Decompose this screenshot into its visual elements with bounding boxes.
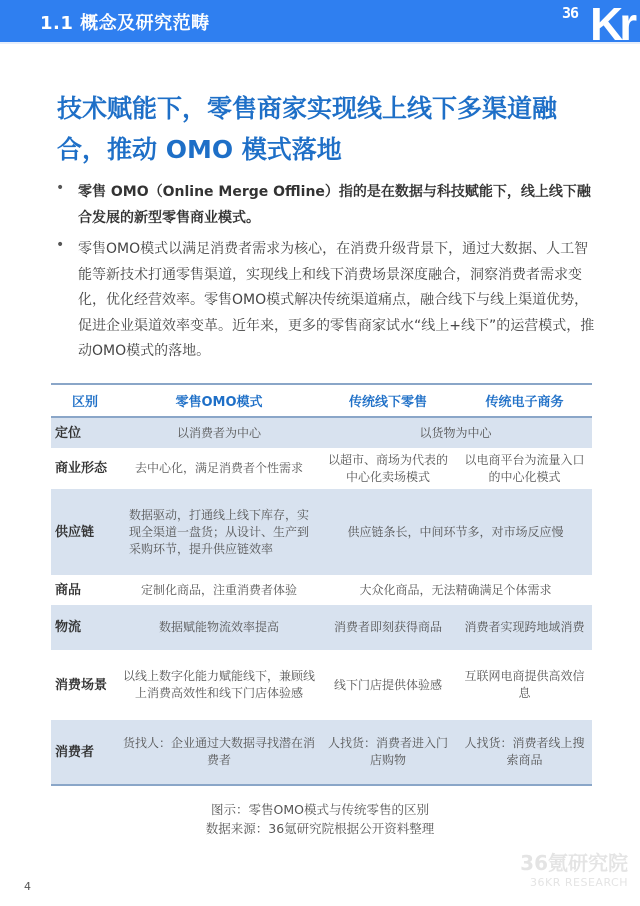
cell-ecommerce: 人找货：消费者线上搜索商品 [457, 720, 592, 785]
header-offline: 传统线下零售 [319, 384, 457, 417]
cell-omo: 货找人：企业通过大数据寻找潜在消费者 [119, 720, 319, 785]
logo-letters: Kr [590, 0, 634, 50]
cell-offline: 消费者即刻获得商品 [319, 605, 457, 650]
header-difference: 区别 [51, 384, 119, 417]
cell-traditional: 供应链条长，中间环节多，对市场反应慢 [319, 489, 592, 575]
watermark-en: 36KR RESEARCH [530, 876, 628, 889]
row-label: 物流 [51, 605, 119, 650]
row-label: 商品 [55, 582, 82, 598]
table-row-logistics [51, 605, 592, 650]
cell-omo: 定制化商品，注重消费者体验 [140, 582, 297, 597]
table-header-row [51, 384, 592, 417]
cell-ecommerce: 消费者实现跨地域消费 [457, 605, 592, 650]
cell-omo: 以消费者为中心 [119, 417, 319, 448]
page-number: 4 [24, 880, 31, 893]
caption-source: 数据来源：36氪研究院根据公开资料整理 [205, 821, 435, 836]
headline-line-2: 合，推动 OMO 模式落地 [57, 135, 342, 164]
cell-ecommerce: 以电商平台为流量入口的中心化模式 [464, 452, 585, 484]
row-label: 定位 [51, 417, 119, 448]
row-label: 商业形态 [55, 461, 108, 476]
cell-omo: 数据赋能物流效率提高 [119, 605, 319, 650]
bullet-item-definition [56, 180, 596, 231]
cell-ecommerce: 互联网电商提供高效信息 [464, 669, 585, 700]
cell-offline: 以超市、商场为代表的中心化卖场模式 [327, 452, 448, 484]
row-label: 消费者 [51, 720, 119, 785]
table-row-supply-chain [51, 489, 592, 575]
table-row-goods [51, 575, 592, 605]
cell-traditional: 以货物为中心 [319, 417, 592, 448]
table-row-business-form [51, 448, 592, 489]
page-headline [57, 88, 597, 170]
bullet-marker-icon: • [56, 180, 65, 196]
cell-traditional: 大众化商品，无法精确满足个体需求 [359, 582, 552, 597]
section-header-bar [0, 0, 640, 50]
table-row-consumer [51, 720, 592, 785]
row-label: 消费场景 [55, 677, 108, 693]
table-row-consumption-scene [51, 650, 592, 720]
cell-omo: 去中心化，满足消费者个性需求 [134, 461, 303, 475]
header-ecommerce: 传统电子商务 [457, 384, 592, 417]
cell-offline: 线下门店提供体验感 [333, 677, 442, 692]
cell-offline: 人找货：消费者进入门店购物 [319, 720, 457, 785]
comparison-table [51, 383, 592, 786]
bullet-marker-icon: • [56, 237, 65, 253]
headline-line-1: 技术赋能下，零售商家实现线上线下多渠道融 [57, 94, 558, 123]
header-omo: 零售OMO模式 [119, 384, 319, 417]
watermark-cn: 36氪研究院 [520, 851, 628, 875]
cell-omo: 数据驱动，打通线上线下库存，实现全渠道一盘货；从设计、生产到采购环节，提升供应链效率 [119, 489, 319, 575]
cell-omo: 以线上数字化能力赋能线下，兼顾线上消费高效性和线下门店体验感 [123, 669, 316, 700]
row-label: 供应链 [51, 489, 119, 575]
section-title: 1.1 概念及研究范畴 [40, 13, 210, 34]
bullet-list [56, 180, 596, 371]
caption-figure: 图示：零售OMO模式与传统零售的区别 [211, 802, 429, 817]
table-row-positioning [51, 417, 592, 448]
36kr-research-watermark [520, 851, 628, 891]
bullet-text: 零售OMO模式以满足消费者需求为核心，在消费升级背景下，通过大数据、人工智能等新技术打通零售渠道，实现线上和线下消费场景深度融合，洞察消费者需求变化，优化经营效率。零售OMO模式解决传统渠道痛点，融合线下与线上渠道优势，促进企业渠道效率变革。近年来，更多的零售商家试水“线上+线下”的运营模式，推动OMO模式的落地。 [78, 241, 595, 359]
bullet-item-description [56, 237, 596, 365]
36kr-logo [520, 0, 640, 52]
figure-caption [0, 800, 640, 838]
bullet-text: 零售 OMO（Online Merge Offline）指的是在数据与科技赋能下，线上线下融合发展的新型零售商业模式。 [78, 184, 591, 226]
logo-number: 36 [562, 4, 579, 22]
